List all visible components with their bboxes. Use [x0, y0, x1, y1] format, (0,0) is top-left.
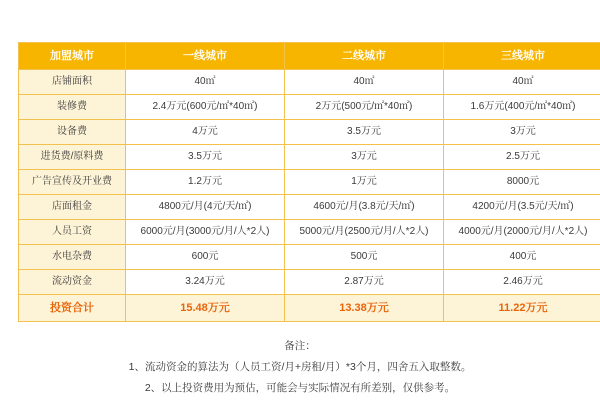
cell-advertising-tier2: 1万元 — [285, 170, 444, 195]
cell-utilities-tier1: 600元 — [126, 245, 285, 270]
cell-materials-tier1: 3.5万元 — [126, 145, 285, 170]
row-label-utilities: 水电杂费 — [19, 245, 126, 270]
notes-line-2: 2、以上投资费用为预估，可能会与实际情况有所差别，仅供参考。 — [144, 382, 456, 394]
cell-staff-salary-tier2: 5000元/月(2500元/月/人*2人) — [285, 220, 444, 245]
cell-staff-salary-tier3: 4000元/月(2000元/月/人*2人) — [444, 220, 600, 245]
table-row — [19, 70, 600, 95]
cell-advertising-tier1: 1.2万元 — [126, 170, 285, 195]
cell-materials-tier2: 3万元 — [285, 145, 444, 170]
cell-shop-area-tier1: 40㎡ — [126, 70, 285, 95]
cell-staff-salary-tier1: 6000元/月(3000元/月/人*2人) — [126, 220, 285, 245]
row-label-rent: 店面租金 — [19, 195, 126, 220]
table-row — [19, 170, 600, 195]
cell-decoration-tier2: 2万元(500元/㎡*40㎡) — [285, 95, 444, 120]
investment-cost-table — [18, 42, 600, 322]
cell-materials-tier3: 2.5万元 — [444, 145, 600, 170]
cell-working-capital-tier3: 2.46万元 — [444, 270, 600, 295]
cell-total-tier3: 11.22万元 — [444, 295, 600, 322]
table-row — [19, 220, 600, 245]
cell-utilities-tier2: 500元 — [285, 245, 444, 270]
table-row — [19, 120, 600, 145]
header-cell-city: 加盟城市 — [19, 43, 126, 70]
cell-working-capital-tier2: 2.87万元 — [285, 270, 444, 295]
cell-total-tier2: 13.38万元 — [285, 295, 444, 322]
row-label-advertising: 广告宣传及开业费 — [19, 170, 126, 195]
row-label-staff-salary: 人员工资 — [19, 220, 126, 245]
cell-advertising-tier3: 8000元 — [444, 170, 600, 195]
row-label-total: 投资合计 — [19, 295, 126, 322]
table-header-row — [19, 43, 600, 70]
cell-equipment-tier2: 3.5万元 — [285, 120, 444, 145]
cell-rent-tier1: 4800元/月(4元/天/㎡) — [126, 195, 285, 220]
header-cell-tier2: 二线城市 — [285, 43, 444, 70]
row-label-equipment: 设备费 — [19, 120, 126, 145]
notes-section — [18, 336, 582, 399]
table-total-row — [19, 295, 600, 322]
header-cell-tier3: 三线城市 — [444, 43, 600, 70]
notes-line-1: 1、流动资金的算法为（人员工资/月+房租/月）*3个月，四舍五入取整数。 — [128, 361, 472, 373]
cell-rent-tier3: 4200元/月(3.5元/天/㎡) — [444, 195, 600, 220]
table-row — [19, 95, 600, 120]
cell-decoration-tier3: 1.6万元(400元/㎡*40㎡) — [444, 95, 600, 120]
cell-rent-tier2: 4600元/月(3.8元/天/㎡) — [285, 195, 444, 220]
table-row — [19, 145, 600, 170]
row-label-working-capital: 流动资金 — [19, 270, 126, 295]
header-cell-tier1: 一线城市 — [126, 43, 285, 70]
table-body — [19, 43, 600, 322]
table-row — [19, 270, 600, 295]
cell-equipment-tier1: 4万元 — [126, 120, 285, 145]
cell-working-capital-tier1: 3.24万元 — [126, 270, 285, 295]
row-label-materials: 进货费/原料费 — [19, 145, 126, 170]
table-row — [19, 195, 600, 220]
cell-decoration-tier1: 2.4万元(600元/㎡*40㎡) — [126, 95, 285, 120]
cell-shop-area-tier3: 40㎡ — [444, 70, 600, 95]
cell-total-tier1: 15.48万元 — [126, 295, 285, 322]
notes-title: 备注： — [284, 340, 316, 352]
cell-equipment-tier3: 3万元 — [444, 120, 600, 145]
cell-shop-area-tier2: 40㎡ — [285, 70, 444, 95]
row-label-decoration: 装修费 — [19, 95, 126, 120]
cell-utilities-tier3: 400元 — [444, 245, 600, 270]
table-row — [19, 245, 600, 270]
row-label-shop-area: 店铺面积 — [19, 70, 126, 95]
